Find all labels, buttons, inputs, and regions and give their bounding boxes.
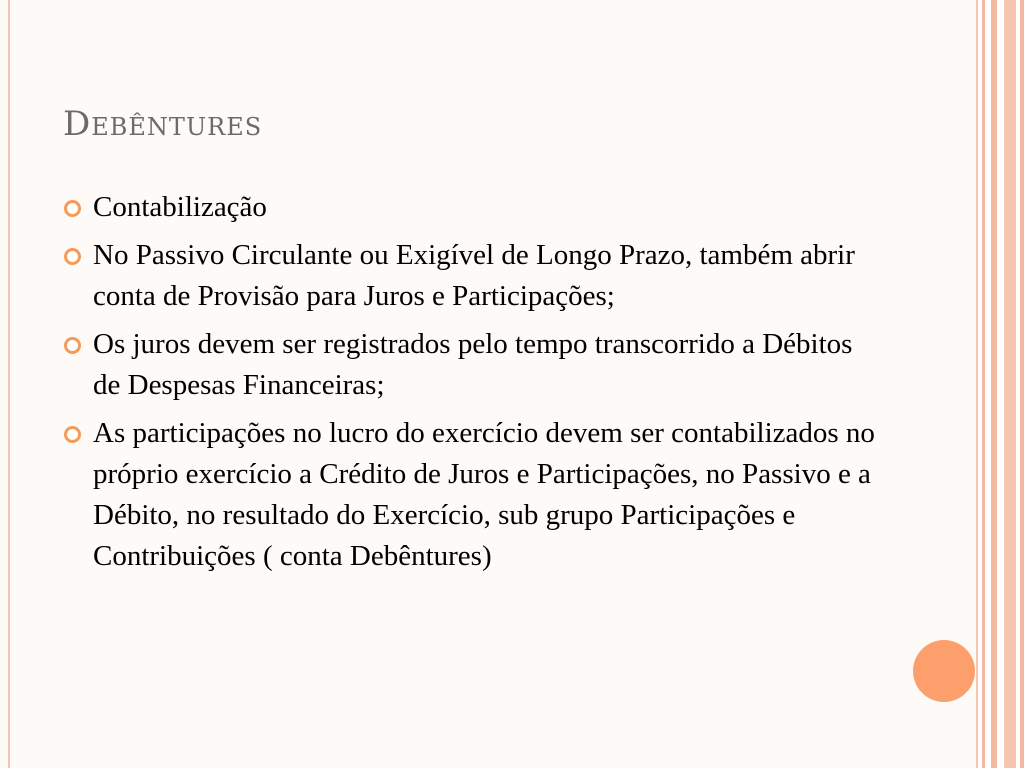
circle-bullet-icon: [64, 248, 81, 265]
bullet-text: Os juros devem ser registrados pelo tempo transcorrido a Débitos de Despesas Financeiras;: [93, 328, 853, 401]
bullet-text: As participações no lucro do exercício devem ser contabilizados no próprio exercício a Crédito de Juros e Participações, no Passivo e a Débito, no resultado do Exercício, sub grupo Participações e Contribuições ( conta Debêntures): [93, 417, 875, 572]
bullet-list: [64, 187, 884, 584]
list-item: [64, 413, 884, 577]
list-item: [64, 324, 884, 406]
side-band: [991, 0, 997, 768]
decorative-side-bands: [978, 0, 1024, 768]
list-item: [64, 235, 884, 317]
side-band: [1004, 0, 1016, 768]
circle-bullet-icon: [64, 337, 81, 354]
circle-bullet-icon: [64, 200, 81, 217]
bullet-text: Contabilização: [93, 191, 267, 223]
bullet-text: No Passivo Circulante ou Exigível de Longo Prazo, também abrir conta de Provisão para Juros e Participações;: [93, 239, 855, 312]
side-band: [982, 0, 985, 768]
slide-title: Debêntures: [63, 104, 263, 144]
orange-circle-icon: [913, 640, 975, 702]
circle-bullet-icon: [64, 426, 81, 443]
side-band: [1020, 0, 1024, 768]
list-item: [64, 187, 884, 228]
